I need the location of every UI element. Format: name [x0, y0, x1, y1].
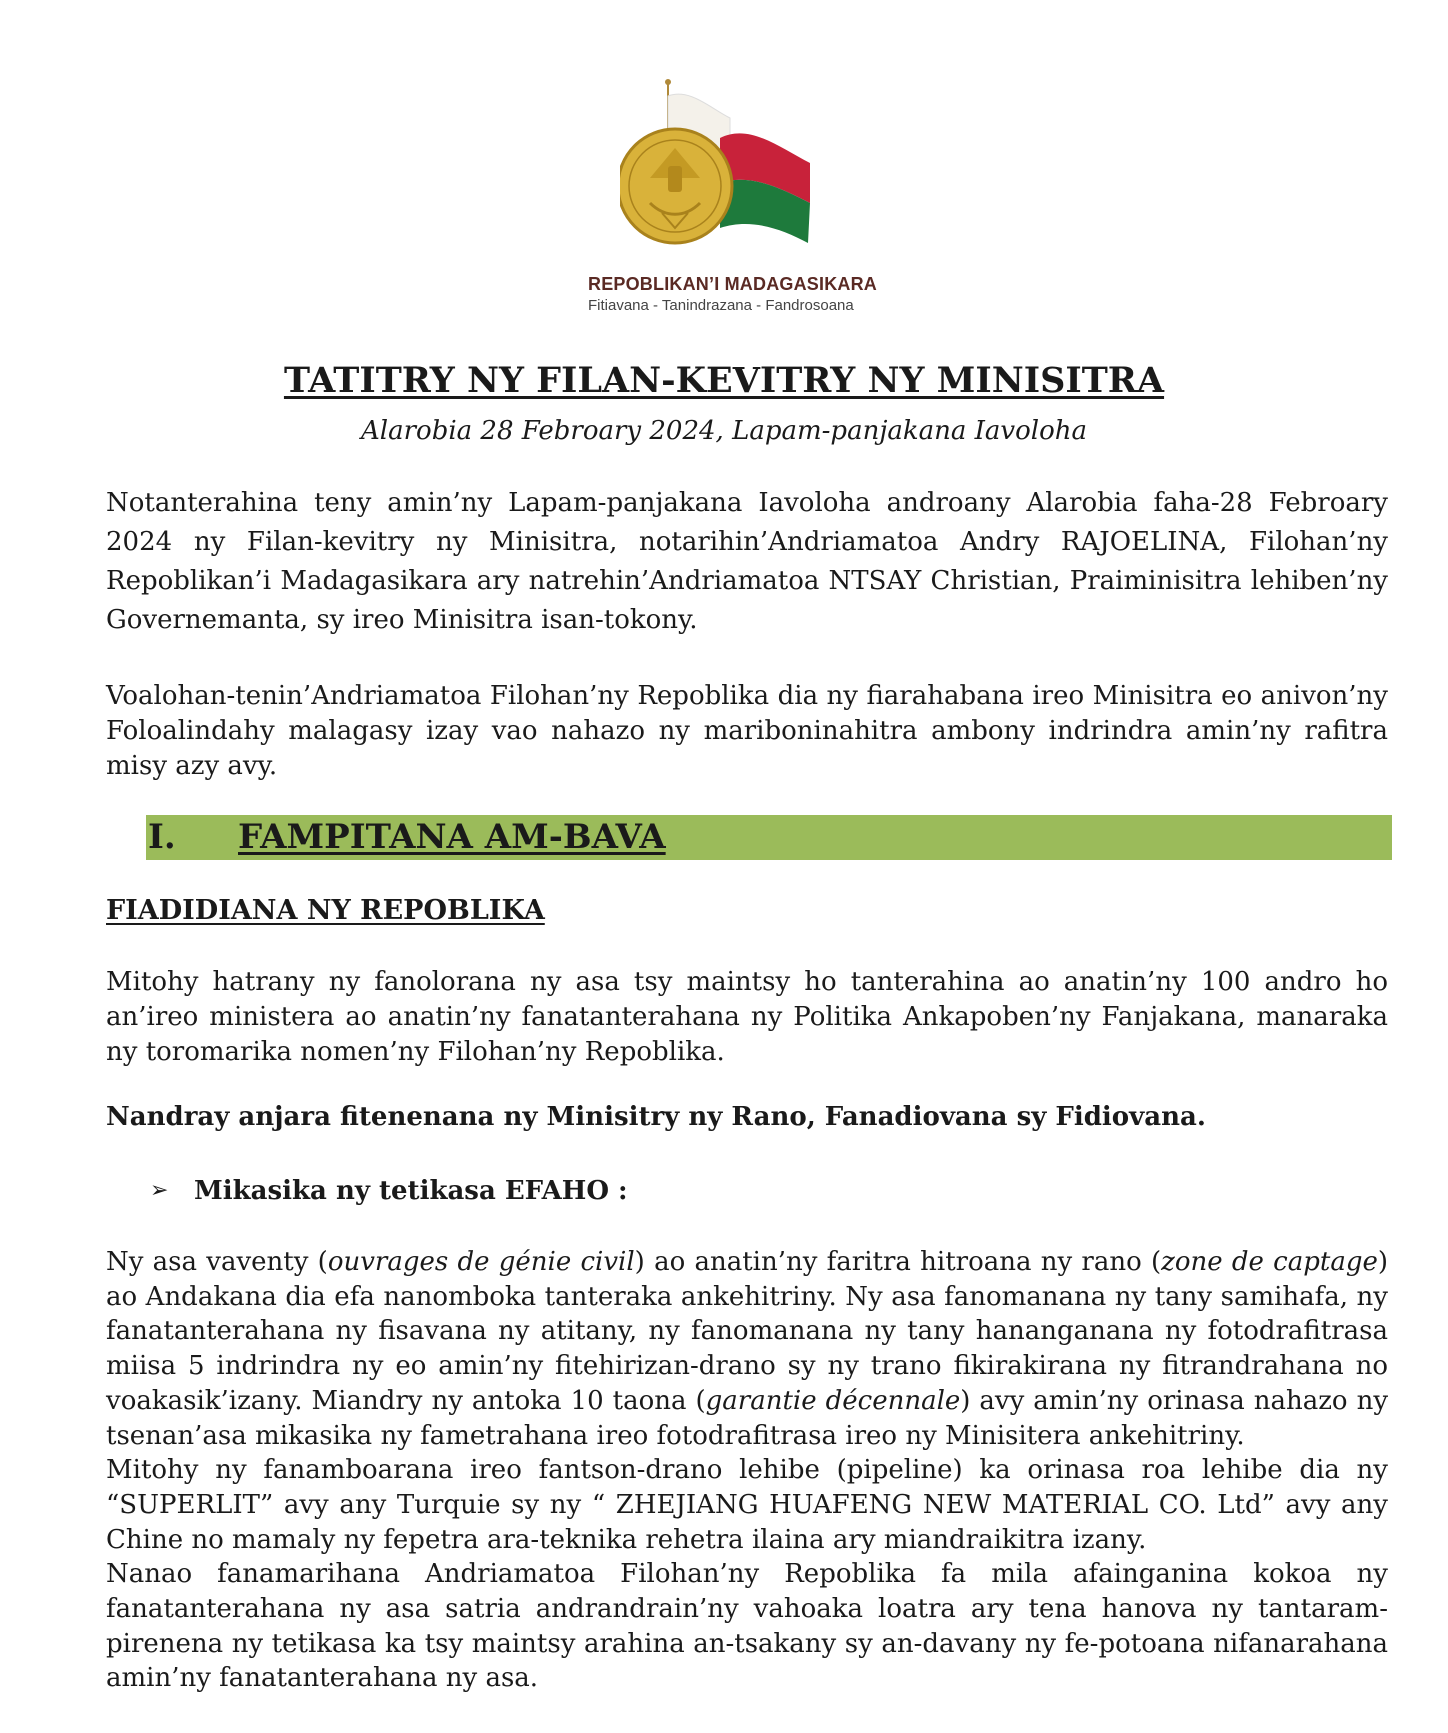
- presidency-paragraph: Mitohy hatrany ny fanolorana ny asa tsy maintsy ho tanterahina ao anatin’ny 100 andro ho an’ireo ministera ao anatin’ny fanatanterahana ny Politika Ankapoben’ny Fanjakana, manaraka ny toromarika nomen’ny Filohan’ny Repoblika.: [106, 967, 1388, 1067]
- efaho-body: [106, 1245, 1388, 1696]
- header-logo: [580, 78, 880, 318]
- section-title: FAMPITANA AM-BAVA: [238, 817, 666, 857]
- republic-name: REPOBLIKAN’I MADAGASIKARA: [588, 274, 878, 294]
- bullet-heading: Mikasika ny tetikasa EFAHO :: [194, 1176, 628, 1206]
- republic-motto: Fitiavana - Tanindrazana - Fandrosoana: [588, 297, 854, 314]
- efaho-paragraph-1: Ny asa vaventy (ouvrages de génie civil) ao anatin’ny faritra hitroana ny rano (zone de captage) ao Andakana dia efa nanomboka tanteraka ankehitriny. Ny asa fanomanana ny tany samihafa, ny fanatanterahana ny fisavana ny atitany, ny fanomanana ny tany hananganana ny fotodrafitrasa miisa 5 indrindra ny eo amin’ny fitehirizan-drano sy ny trano fikirakirana ny fitrandrahana no voakasik’izany. Miandry ny antoka 10 taona (garantie décennale) avy amin’ny orinasa nahazo ny tsenan’asa mikasika ny fametrahana ireo fotodrafitrasa ireo ny Minisitera ankehitriny.: [106, 1247, 1389, 1451]
- greeting-paragraph: Voalohan-tenin’Andriamatoa Filohan’ny Repoblika dia ny fiarahabana ireo Minisitra eo anivon’ny Foloalindahy malagasy izay vao nahazo ny mariboninahitra ambony indrindra amin’ny rafitra misy azy avy.: [106, 681, 1388, 781]
- intro-paragraph: Notanterahina teny amin’ny Lapam-panjakana Iavoloha androany Alarobia faha-28 Febroary 2024 ny Filan-kevitry ny Minisitra, notarihin’Andriamatoa Andry RAJOELINA, Filohan’ny Repoblikan’i Madagasikara ary natrehin’Andriamatoa NTSAY Christian, Praiminisitra lehiben’ny Governemanta, sy ireo Minisitra isan-tokony.: [106, 488, 1388, 635]
- subheading: FIADIDIANA NY REPOBLIKA: [106, 895, 545, 926]
- efaho-paragraph-2: Mitohy ny fanamboarana ireo fantson-drano lehibe (pipeline) ka orinasa roa lehibe dia ny “SUPERLIT” avy any Turquie sy ny “ ZHEJIANG HUAFENG NEW MATERIAL CO. Ltd” avy any Chine no mamaly ny fepetra ara-teknika rehetra ilaina ary miandraikitra izany.: [106, 1455, 1388, 1555]
- ministry-line: Nandray anjara fitenenana ny Minisitry ny Rano, Fanadiovana sy Fidiovana.: [106, 1102, 1206, 1132]
- efaho-paragraph-3: Nanao fanamarihana Andriamatoa Filohan’ny Repoblika fa mila afainganina kokoa ny fanatanterahana ny asa satria andrandrain’ny vahoaka loatra ary tena hanova ny tantaram-pirenena ny tetikasa ka tsy maintsy arahina an-tsakany sy an-davany ny fe-potoana nifanarahana amin’ny fanatanterahana ny asa.: [106, 1559, 1388, 1694]
- arrow-bullet-icon: ➢: [150, 1178, 169, 1203]
- page-title: TATITRY NY FILAN-KEVITRY NY MINISITRA: [283, 360, 1165, 401]
- section-number: I.: [148, 817, 176, 857]
- page-subtitle: Alarobia 28 Febroary 2024, Lapam-panjakana Iavoloha: [361, 416, 1087, 446]
- madagascar-emblem-icon: [620, 78, 840, 268]
